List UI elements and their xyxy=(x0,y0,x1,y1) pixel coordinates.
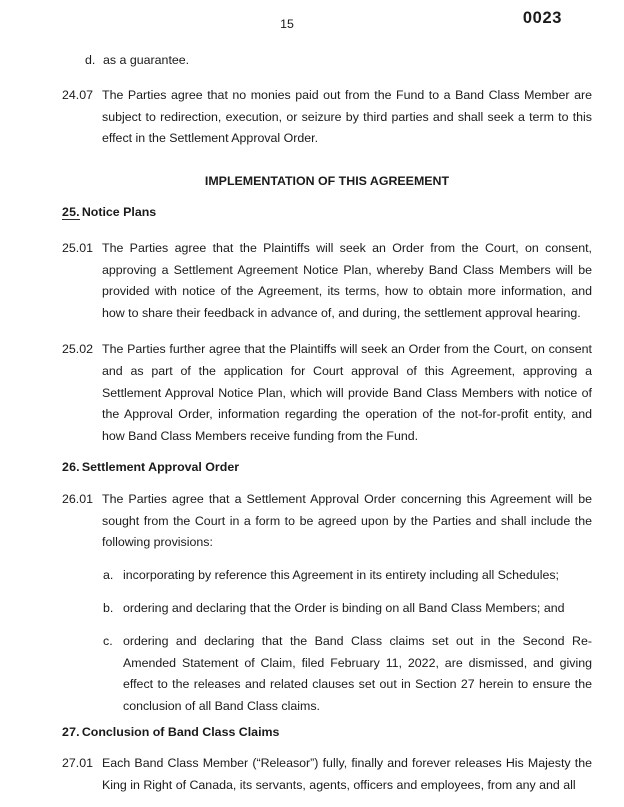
list-item-text: ordering and declaring that the Band Class claims set out in the Second Re-Amended Statement of Claim, filed February 11, 2022, are dismissed, and giving effect to the releases and related clauses set out in Section 27 herein to ensure the conclusion of all Band Class claims. xyxy=(123,633,592,714)
paragraph-text: Each Band Class Member (“Releasor”) fully, finally and forever releases His Majesty the King in Right of Canada, its servants, agents, officers and employees, from any and all xyxy=(102,755,592,792)
list-item-d xyxy=(85,50,592,72)
section-heading-implementation: IMPLEMENTATION OF THIS AGREEMENT xyxy=(204,174,450,189)
paragraph-number: 25.01 xyxy=(62,240,94,255)
heading-title: Notice Plans xyxy=(81,204,157,219)
heading-27-conclusion-band-class-claims xyxy=(62,722,592,744)
heading-25-notice-plans xyxy=(62,202,592,224)
heading-number: 26. xyxy=(62,459,80,474)
list-item-text: as a guarantee. xyxy=(103,53,190,67)
list-item-c xyxy=(103,631,592,718)
list-item-text: ordering and declaring that the Order is binding on all Band Class Members; and xyxy=(123,600,565,615)
list-item-text: incorporating by reference this Agreement in its entirety including all Schedules; xyxy=(123,568,559,583)
paragraph-number: 24.07 xyxy=(62,87,94,102)
heading-title: Conclusion of Band Class Claims xyxy=(81,724,280,739)
paragraph-25-02 xyxy=(62,339,592,448)
list-item-label: d. xyxy=(85,53,96,67)
list-item-label: b. xyxy=(103,600,114,615)
page-header xyxy=(0,0,624,50)
paragraph-25-01 xyxy=(62,238,592,325)
paragraph-number: 26.01 xyxy=(62,491,94,506)
paragraph-text: The Parties further agree that the Plaintiffs will seek an Order from the Court, on consent and as part of the application for Court approval of this Agreement, approving a Settlement Approval Notice Plan, which will provide Band Class Members with notice of the Approval Order, information regarding the operation of the not-for-profit entity, and how Band Class Members receive funding from the Fund. xyxy=(102,341,592,444)
list-item-a xyxy=(103,565,592,587)
paragraph-number: 25.02 xyxy=(62,341,94,356)
paragraph-text: The Parties agree that no monies paid out from the Fund to a Band Class Member are subject to redirection, execution, or seizure by third parties and shall seek a term to this effect in the Settlement Approval Order. xyxy=(102,87,592,146)
paragraph-26-01 xyxy=(62,489,592,554)
list-item-b xyxy=(103,598,592,620)
bates-number: 0023 xyxy=(522,9,562,27)
heading-title: Settlement Approval Order xyxy=(81,459,240,474)
heading-26-settlement-approval-order xyxy=(62,457,592,479)
paragraph-27-01 xyxy=(62,753,592,797)
heading-number: 25. xyxy=(62,204,80,219)
heading-number: 27. xyxy=(62,724,80,739)
paragraph-24-07 xyxy=(62,85,592,150)
list-item-label: c. xyxy=(103,633,113,648)
paragraph-number: 27.01 xyxy=(62,755,94,770)
paragraph-text: The Parties agree that a Settlement Approval Order concerning this Agreement will be sought from the Court in a form to be agreed upon by the Parties and shall include the following provisions: xyxy=(102,491,592,550)
list-item-label: a. xyxy=(103,568,114,583)
page-number: 15 xyxy=(280,17,294,31)
paragraph-text: The Parties agree that the Plaintiffs will seek an Order from the Court, on consent, approving a Settlement Agreement Notice Plan, whereby Band Class Members will be provided with notice of the Agreement, its terms, how to obtain more information, and how to share their feedback in advance of, and during, the settlement approval hearing. xyxy=(102,240,592,321)
